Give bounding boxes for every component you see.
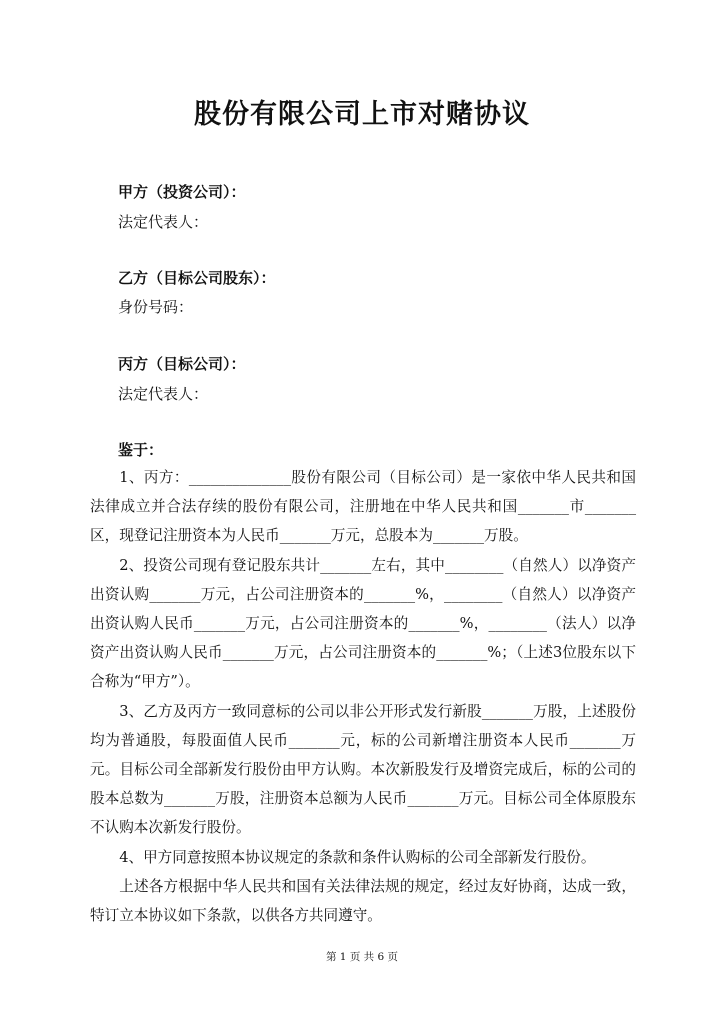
document-title: 股份有限公司上市对赌协议 xyxy=(194,99,530,130)
party-c-representative: 法定代表人： xyxy=(118,385,209,403)
party-b-id-number: 身份号码： xyxy=(118,298,194,316)
paragraph-1: 1、丙方：______________股份有限公司（目标公司）是一家依中华人民共和国法律成立并合法存续的股份有限公司，注册地在中华人民共和国_______市_______区，现登记注册资本为人民币_______万元，总股本为_______万股。 xyxy=(90,469,636,545)
agreement-body xyxy=(90,463,636,930)
paragraph-2: 2、投资公司现有登记股东共计_______左右，其中________（自然人）以净资产出资认购_______万元，占公司注册资本的_______%，________（自然人）以净资产出资认购人民币_______万元，占公司注册资本的_______%，________（法人）以净资产出资认购人民币_______万元，占公司注册资本的_______%；（上述3位股东以下合称为“甲方”）。 xyxy=(90,556,636,691)
party-c-name: 丙方（目标公司）： xyxy=(118,355,246,373)
paragraph-4: 4、甲方同意按照本协议规定的条款和条件认购标的公司全部新发行股份。 xyxy=(119,848,596,866)
paragraph-3: 3、乙方及丙方一致同意标的公司以非公开形式发行新股_______万股，上述股份均为普通股，每股面值人民币_______元，标的公司新增注册资本人民币_______万元。目标公司全部新发行股份由甲方认购。本次新股发行及增资完成后，标的公司的股本总数为_______万股，注册资本总额为人民币_______万元。目标公司全体原股东不认购本次新发行股份。 xyxy=(90,702,636,837)
page-number-footer: 第 1 页 共 6 页 xyxy=(325,951,399,963)
paragraph-5: 上述各方根据中华人民共和国有关法律法规的规定，经过友好协商，达成一致，特订立本协议如下条款，以供各方共同遵守。 xyxy=(90,877,636,925)
party-a-representative: 法定代表人： xyxy=(118,213,209,231)
party-a-name: 甲方（投资公司）： xyxy=(118,183,246,201)
whereas-label: 鉴于： xyxy=(118,441,164,459)
party-b-name: 乙方（目标公司股东）： xyxy=(118,269,276,287)
